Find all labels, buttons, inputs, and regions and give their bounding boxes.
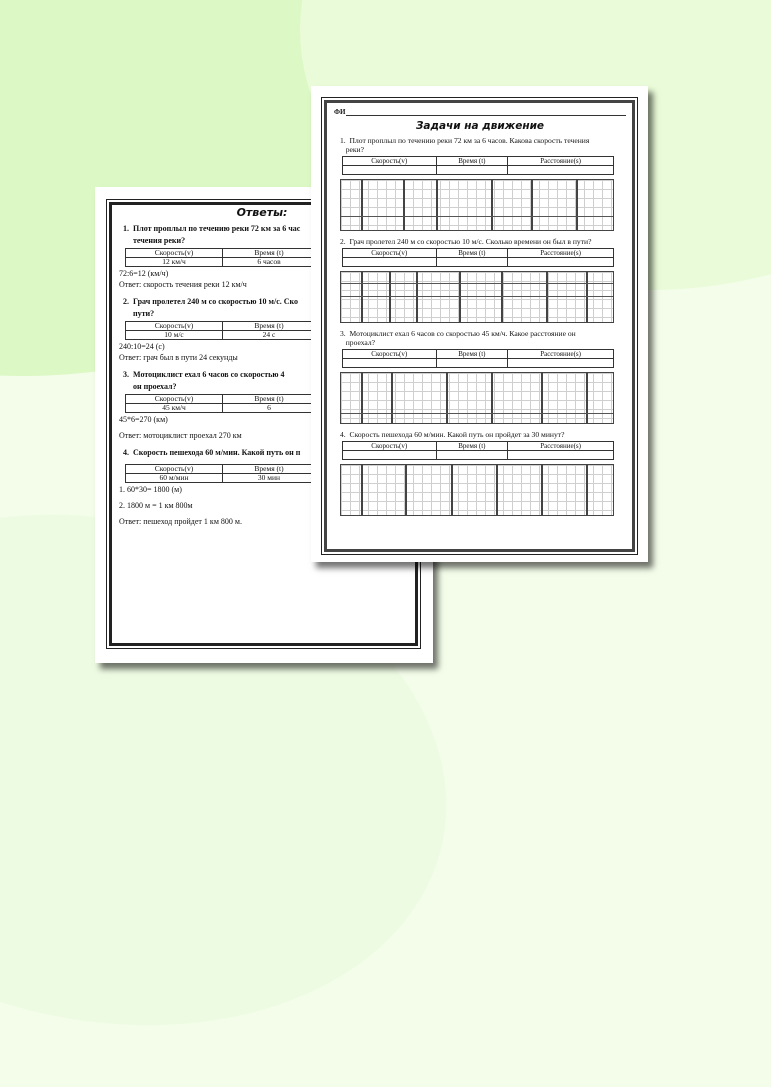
answer-result: Ответ: скорость течения реки 12 км/ч bbox=[119, 280, 247, 289]
tasks-worksheet-page bbox=[311, 86, 648, 562]
task-table-1: Скорость(v) Время (t) Расстояние(s) bbox=[342, 156, 614, 175]
tasks-content bbox=[334, 108, 626, 522]
answer-grid-1 bbox=[340, 179, 614, 231]
answer-solution: 1. 60*30= 1800 (м) bbox=[119, 485, 182, 494]
answer-grid-2 bbox=[340, 271, 614, 323]
answer-table-4: Скорость(v) Время (t) 60 м/мин 30 мин bbox=[125, 464, 316, 483]
task-table-2: Скорость(v) Время (t) Расстояние(s) bbox=[342, 248, 614, 267]
answer-result: Ответ: мотоциклист проехал 270 км bbox=[119, 431, 242, 440]
answer-table-2: Скорость(v) Время (t) 10 м/с 24 с bbox=[125, 321, 316, 340]
answer-solution: 240:10=24 (с) bbox=[119, 342, 165, 351]
answer-question-2-cont: пути? bbox=[133, 309, 155, 318]
answer-solution: 72:6=12 (км/ч) bbox=[119, 269, 169, 278]
task-question-3: 3. Мотоциклист ехал 6 часов со скоростью 45 км/ч. Какое расстояние он проехал? bbox=[340, 329, 576, 347]
task-question-4: 4. Скорость пешехода 60 м/мин. Какой путь он пройдет за 30 минут? bbox=[340, 430, 565, 439]
answer-result: Ответ: грач был в пути 24 секунды bbox=[119, 353, 238, 362]
answer-question-1: 1. Плот проплыл по течению реки 72 км за 6 час bbox=[123, 224, 301, 233]
tasks-title: Задачи на движение bbox=[415, 120, 545, 132]
task-table-3: Скорость(v) Время (t) Расстояние(s) bbox=[342, 349, 614, 368]
task-question-2: 2. Грач пролетел 240 м со скоростью 10 м/с. Сколько времени он был в пути? bbox=[340, 237, 592, 246]
answer-result: Ответ: пешеход пройдет 1 км 800 м. bbox=[119, 517, 242, 526]
name-field: ФИ bbox=[334, 108, 626, 118]
answers-title: Ответы: bbox=[236, 206, 288, 219]
answer-solution: 2. 1800 м = 1 км 800м bbox=[119, 501, 193, 510]
answer-question-4: 4. Скорость пешехода 60 м/мин. Какой путь он п bbox=[123, 448, 301, 457]
answer-question-3: 3. Мотоциклист ехал 6 часов со скоростью 4 bbox=[123, 370, 285, 379]
answer-solution: 45*6=270 (км) bbox=[119, 415, 168, 424]
answer-grid-4 bbox=[340, 464, 614, 516]
answer-question-2: 2. Грач пролетел 240 м со скоростью 10 м/с. Ско bbox=[123, 297, 299, 306]
answer-table-1: Скорость(v) Время (t) 12 км/ч 6 часов bbox=[125, 248, 316, 267]
answer-table-3: Скорость(v) Время (t) 45 км/ч 6 bbox=[125, 394, 316, 413]
task-question-1: 1. Плот проплыл по течению реки 72 км за 6 часов. Какова скорость течения реки? bbox=[340, 136, 590, 154]
answer-question-3-cont: он проехал? bbox=[133, 382, 177, 391]
answer-question-1-cont: течения реки? bbox=[133, 236, 186, 245]
answer-grid-3 bbox=[340, 372, 614, 424]
task-table-4: Скорость(v) Время (t) Расстояние(s) bbox=[342, 441, 614, 460]
